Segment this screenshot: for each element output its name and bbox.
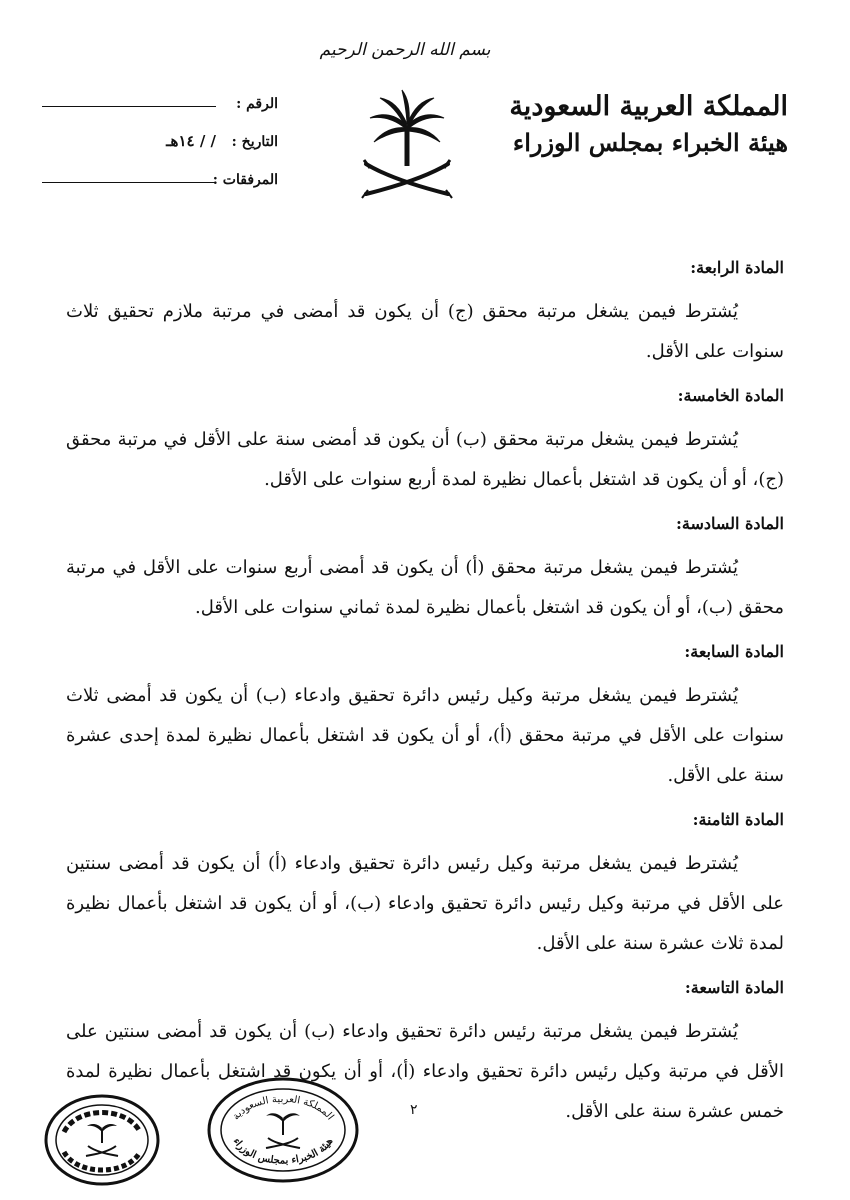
article-heading: المادة السابعة: — [684, 642, 784, 661]
document-body — [66, 252, 784, 1140]
page-number: ٢ — [410, 1102, 418, 1118]
article-text: يُشترط فيمن يشغل مرتبة محقق (أ) أن يكون قد أمضى أربع سنوات على الأقل في مرتبة محقق (ب)، أو أن يكون قد اشتغل بأعمال نظيرة لمدة ثماني سنوات على الأقل. — [66, 557, 784, 618]
reference-row — [42, 92, 278, 130]
oval-seal-icon — [206, 1076, 360, 1184]
article-text: يُشترط فيمن يشغل مرتبة وكيل رئيس دائرة تحقيق وادعاء (أ) أن يكون قد أمضى سنتين على الأقل في مرتبة وكيل رئيس دائرة تحقيق وادعاء (ب)، أو أن يكون قد اشتغل بأعمال نظيرة لمدة ثلاث عشرة سنة على الأقل. — [66, 853, 784, 954]
reference-line — [42, 106, 216, 107]
article-text: يُشترط فيمن يشغل مرتبة محقق (ب) أن يكون قد أمضى سنة على الأقل في مرتبة محقق (ج)، أو أن يكون قد اشتغل بأعمال نظيرة لمدة أربع سنوات على الأقل. — [66, 429, 784, 490]
article-9 — [66, 972, 784, 1132]
seal-bottom-text: هيئة الخبراء بمجلس الوزراء — [230, 1136, 336, 1167]
svg-text:هيئة الخبراء بمجلس الوزراء — [231, 1136, 336, 1166]
article-heading: المادة الثامنة: — [692, 810, 784, 829]
article-text: يُشترط فيمن يشغل مرتبة وكيل رئيس دائرة تحقيق وادعاء (ب) أن يكون قد أمضى ثلاث سنوات على الأقل في مرتبة محقق (أ)، أو أن يكون قد اشتغل بأعمال نظيرة لمدة إحدى عشرة سنة على الأقل. — [66, 685, 784, 786]
attachments-line — [42, 182, 216, 183]
saudi-emblem-icon — [356, 86, 458, 204]
org-line-1: المملكة العربية السعودية — [509, 91, 788, 122]
article-5 — [66, 380, 784, 500]
document-metadata — [42, 92, 278, 206]
date-value: / / ١٤هـ — [166, 132, 216, 150]
article-text: يُشترط فيمن يشغل مرتبة محقق (ج) أن يكون قد أمضى في مرتبة ملازم تحقيق ثلاث سنوات على الأقل. — [66, 301, 784, 362]
article-8 — [66, 804, 784, 964]
date-label: التاريخ : — [231, 134, 278, 150]
article-4 — [66, 252, 784, 372]
reference-label: الرقم : — [236, 96, 278, 112]
seal-top-text: المملكة العربية السعودية — [230, 1093, 336, 1123]
circular-seal-icon — [42, 1092, 162, 1188]
organization-title — [458, 88, 788, 160]
basmala: بسم الله الرحمن الرحيم — [319, 40, 491, 60]
org-line-2: هيئة الخبراء بمجلس الوزراء — [512, 128, 788, 157]
attachments-label: المرفقات : — [212, 172, 278, 188]
article-6 — [66, 508, 784, 628]
article-heading: المادة التاسعة: — [684, 978, 784, 997]
article-7 — [66, 636, 784, 796]
article-heading: المادة الرابعة: — [690, 258, 784, 277]
date-row — [42, 130, 278, 168]
attachments-row — [42, 168, 278, 206]
article-text: يُشترط فيمن يشغل مرتبة رئيس دائرة تحقيق وادعاء (ب) أن يكون قد أمضى سنتين على الأقل في مرتبة وكيل رئيس دائرة تحقيق وادعاء (أ)، أو أن يكون قد اشتغل بأعمال نظيرة لمدة خمس عشرة سنة على الأقل. — [66, 1021, 784, 1122]
article-heading: المادة الخامسة: — [677, 386, 784, 405]
article-heading: المادة السادسة: — [675, 514, 784, 533]
